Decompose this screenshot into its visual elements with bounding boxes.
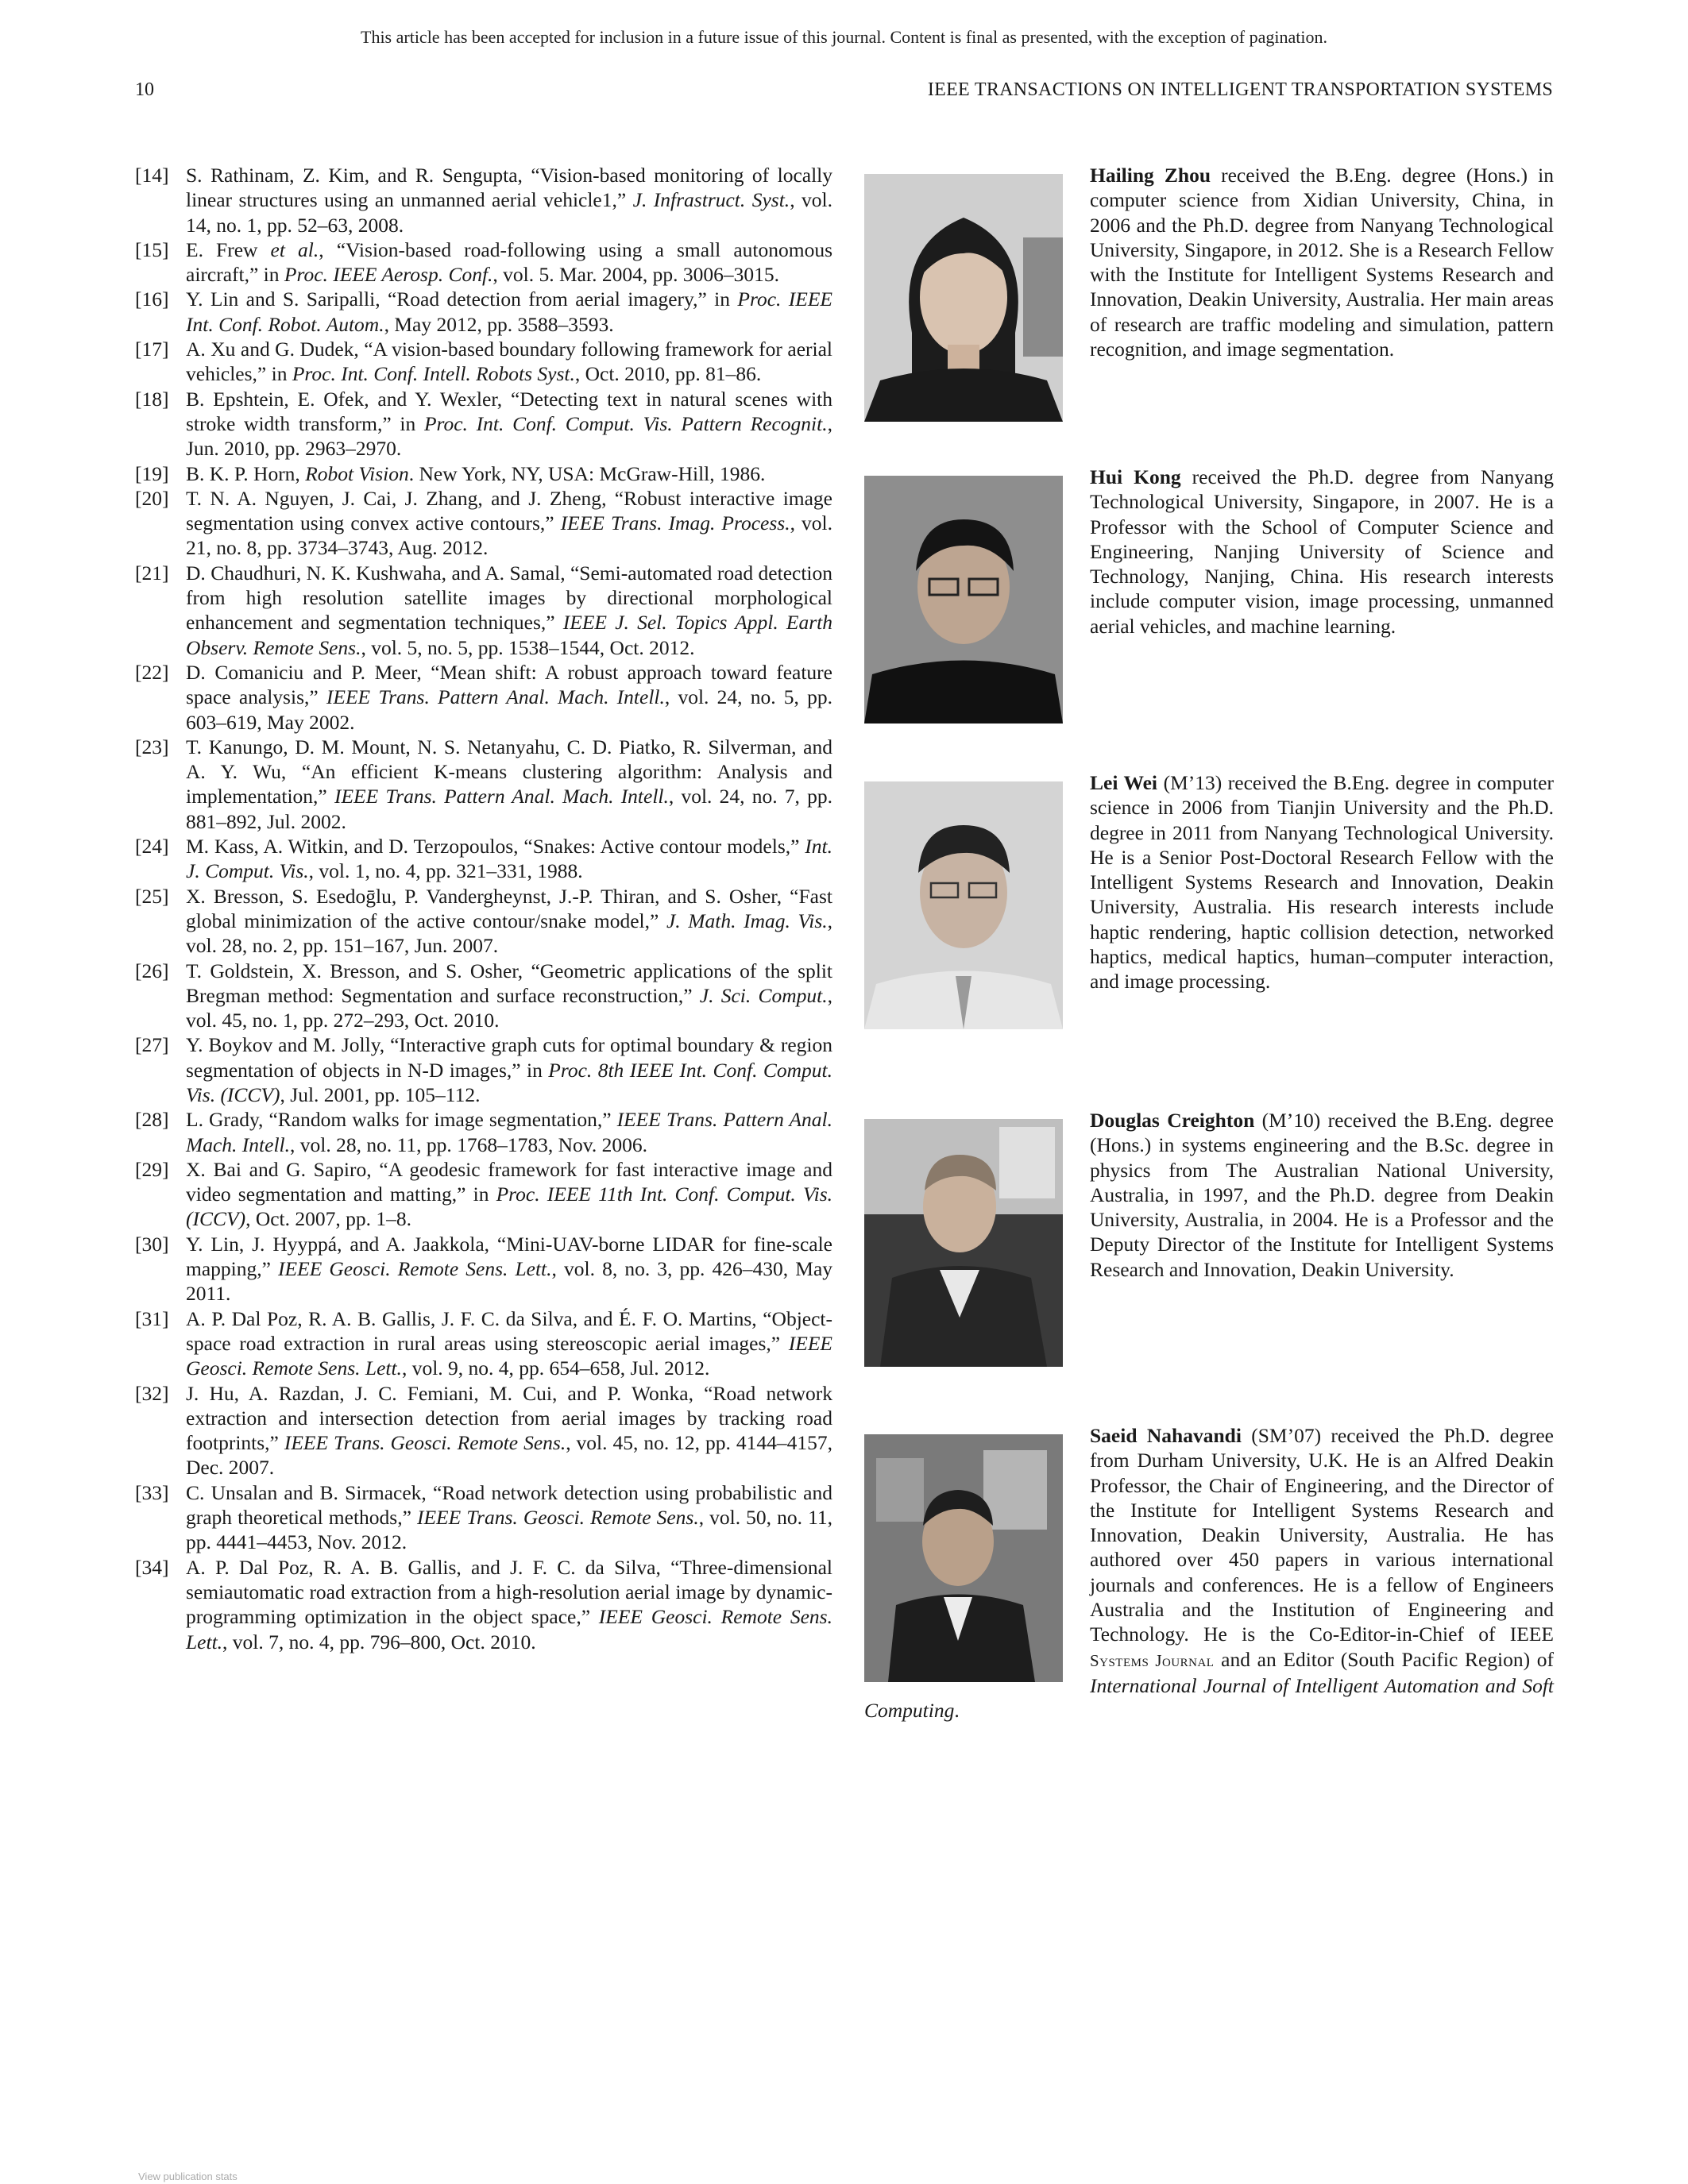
reference-venue: Proc. Int. Conf. Comput. Vis. Pattern Recognit. bbox=[423, 411, 828, 435]
publication-stats-link[interactable]: View publication stats bbox=[138, 2170, 238, 2182]
reference-item bbox=[135, 1107, 832, 1157]
reference-item bbox=[135, 337, 832, 387]
reference-number: [21] bbox=[135, 561, 169, 585]
reference-text: , May 2012, pp. 3588–3593. bbox=[384, 312, 614, 336]
reference-venue: Proc. 8th IEEE Int. Conf. Comput. Vis. (ICCV) bbox=[186, 1058, 832, 1106]
reference-number: [31] bbox=[135, 1306, 169, 1330]
reference-number: [17] bbox=[135, 338, 169, 361]
reference-venue: IEEE Trans. Pattern Anal. Mach. Intell. bbox=[326, 685, 665, 709]
reference-text: , vol. 7, no. 4, pp. 796–800, Oct. 2010. bbox=[222, 1630, 536, 1653]
author-name: Douglas Creighton bbox=[1090, 1109, 1255, 1132]
reference-text: X. Bai and G. Sapiro, “A geodesic framework for fast interactive image and video segmentation and matting,” in bbox=[186, 1157, 832, 1206]
references-list bbox=[135, 163, 832, 1654]
reference-text: M. Kass, A. Witkin, and D. Terzopoulos, “Snakes: Active contour models,” bbox=[186, 835, 805, 859]
reference-text: , Jun. 2010, pp. 2963–2970. bbox=[186, 411, 832, 461]
reference-venue: IEEE Geosci. Remote Sens. Lett. bbox=[186, 1605, 832, 1653]
reference-venue: J. Infrastruct. Syst. bbox=[632, 188, 790, 212]
reference-item bbox=[135, 1032, 832, 1107]
reference-item bbox=[135, 1555, 832, 1654]
reference-text: , vol. 28, no. 11, pp. 1768–1783, Nov. 2006. bbox=[290, 1133, 648, 1156]
reference-text: , “Vision-based road-following using a small autonomous aircraft,” in bbox=[186, 237, 832, 287]
reference-text: C. Unsalan and B. Sirmacek, “Road network detection using probabilistic and graph theoretical methods,” bbox=[186, 1480, 832, 1530]
reference-text: E. Frew bbox=[186, 237, 271, 261]
reference-text: Y. Lin and S. Saripalli, “Road detection from aerial imagery,” in bbox=[186, 287, 738, 311]
bio-hui-kong bbox=[864, 465, 1554, 727]
reference-text: T. Goldstein, X. Bresson, and S. Osher, “Geometric applications of the split Bregman method: Segmentation and surface reconstruction,” bbox=[186, 959, 832, 1007]
author-name: Lei Wei bbox=[1090, 771, 1158, 794]
reference-text: , vol. 5. Mar. 2004, pp. 3006–3015. bbox=[492, 263, 779, 287]
reference-item bbox=[135, 163, 832, 237]
reference-number: [15] bbox=[135, 237, 169, 261]
reference-number: [20] bbox=[135, 486, 169, 510]
reference-number: [28] bbox=[135, 1108, 169, 1132]
bio-text: received the B.Eng. degree (Hons.) in computer science from Xidian University, China, in 2006 and the Ph.D. degree from Nanyang Technological University, Singapore, in 2012. She is a Research Fellow with the Institute for Intelligent Systems Research and Innovation, Deakin University, Australia. Her main areas of research are traffic modeling and simulation, pattern recognition, and image segmentation. bbox=[1090, 164, 1554, 361]
reference-text: X. Bresson, S. Esedoḡlu, P. Vandergheynst, J.-P. Thiran, and S. Osher, “Fast global minimization of the active contour/snake model,” bbox=[186, 884, 832, 932]
reference-item bbox=[135, 834, 832, 884]
reference-number: [18] bbox=[135, 387, 169, 411]
reference-item bbox=[135, 1480, 832, 1555]
reference-number: [25] bbox=[135, 884, 169, 908]
reference-number: [33] bbox=[135, 1480, 169, 1504]
reference-item bbox=[135, 287, 832, 337]
bio-text: (M’10) received the B.Eng. degree (Hons.) in systems engineering and the B.Sc. degree in physics from The Australian National University, Australia, in 1997, and the Ph.D. degree from Deakin University, Australia, in 2004. He is a Professor and the Deputy Director of the Institute for Intelligent Systems Research and Innovation, Deakin University. bbox=[1090, 1109, 1554, 1281]
reference-text: Y. Lin, J. Hyyppá, and A. Jaakkola, “Mini-UAV-borne LIDAR for fine-scale mapping,” bbox=[186, 1232, 832, 1281]
reference-venue: IEEE Geosci. Remote Sens. Lett. bbox=[186, 1331, 832, 1380]
reference-number: [24] bbox=[135, 835, 169, 859]
reference-venue: et al. bbox=[270, 237, 319, 261]
reference-text: , vol. 5, no. 5, pp. 1538–1544, Oct. 2012. bbox=[361, 635, 695, 659]
author-name: Hailing Zhou bbox=[1090, 164, 1211, 187]
reference-text: A. P. Dal Poz, R. A. B. Gallis, and J. F. C. da Silva, “Three-dimensional semiautomatic road extraction from a high-resolution aerial image by dynamic-programming optimization in the object space,” bbox=[186, 1555, 832, 1629]
reference-item bbox=[135, 959, 832, 1033]
reference-text: Y. Boykov and M. Jolly, “Interactive graph cuts for optimal boundary & region segmentation of objects in N-D images,” in bbox=[186, 1033, 832, 1082]
reference-text: , Oct. 2010, pp. 81–86. bbox=[574, 362, 762, 386]
author-name: Hui Kong bbox=[1090, 465, 1181, 488]
reference-venue: J. Math. Imag. Vis. bbox=[666, 909, 828, 932]
author-photo-kong bbox=[864, 476, 1063, 723]
reference-number: [22] bbox=[135, 660, 169, 684]
author-name: Saeid Nahavandi bbox=[1090, 1424, 1242, 1447]
reference-item bbox=[135, 461, 832, 486]
reference-text: B. Epshtein, E. Ofek, and Y. Wexler, “Detecting text in natural scenes with stroke width transform,” in bbox=[186, 387, 832, 435]
reference-number: [29] bbox=[135, 1157, 169, 1181]
reference-number: [19] bbox=[135, 461, 169, 485]
reference-text: L. Grady, “Random walks for image segmentation,” bbox=[186, 1108, 617, 1132]
reference-item bbox=[135, 884, 832, 959]
journal-name-italic: International Journal of Intelligent Automation and Soft Computing bbox=[864, 1673, 1554, 1723]
reference-text: , vol. 28, no. 2, pp. 151–167, Jun. 2007. bbox=[186, 909, 832, 958]
reference-text: , vol. 45, no. 1, pp. 272–293, Oct. 2010. bbox=[186, 983, 832, 1032]
reference-venue: IEEE Trans. Geosci. Remote Sens. bbox=[416, 1506, 699, 1530]
reference-item bbox=[135, 486, 832, 561]
reference-venue: Robot Vision bbox=[305, 461, 409, 485]
reference-item bbox=[135, 1157, 832, 1232]
author-photo-wei bbox=[864, 781, 1063, 1029]
reference-number: [26] bbox=[135, 959, 169, 982]
page-number: 10 bbox=[135, 79, 154, 100]
reference-item bbox=[135, 660, 832, 735]
author-photo-creighton bbox=[864, 1119, 1063, 1367]
reference-text: , vol. 50, no. 11, pp. 4441–4453, Nov. 2012. bbox=[186, 1506, 832, 1554]
reference-number: [23] bbox=[135, 735, 169, 758]
reference-text: , vol. 21, no. 8, pp. 3734–3743, Aug. 2012. bbox=[186, 511, 832, 560]
bio-text: (SM’07) received the Ph.D. degree from Durham University, U.K. He is an Alfred Deakin Professor, the Chair of Engineering, and the Director of the Institute for Intelligent Systems Research and Innovation, Deakin University, Australia. He has authored over 450 papers in various international journals and conferences. He is a fellow of Engineers Australia and the Institution of Engineering and Technology. He is the Co-Editor-in-Chief of IEEE bbox=[1090, 1424, 1554, 1646]
reference-number: [14] bbox=[135, 164, 169, 187]
reference-text: S. Rathinam, Z. Kim, and R. Sengupta, “Vision-based monitoring of locally linear structures using an unmanned aerial vehicle1,” bbox=[186, 164, 832, 212]
reference-venue: J. Sci. Comput. bbox=[699, 983, 828, 1007]
reference-venue: IEEE Trans. Pattern Anal. Mach. Intell. bbox=[334, 785, 669, 808]
reference-text: T. N. A. Nguyen, J. Cai, J. Zhang, and J. Zheng, “Robust interactive image segmentation using convex active contours,” bbox=[186, 486, 832, 535]
reference-text: , vol. 24, no. 5, pp. 603–619, May 2002. bbox=[186, 685, 832, 734]
reference-text: . New York, NY, USA: McGraw-Hill, 1986. bbox=[408, 461, 766, 485]
reference-text: J. Hu, A. Razdan, J. C. Femiani, M. Cui, and P. Wonka, “Road network extraction and intersection detection from aerial images by tracking road footprints,” bbox=[186, 1381, 832, 1455]
reference-item bbox=[135, 1232, 832, 1306]
bio-douglas-creighton bbox=[864, 1108, 1554, 1370]
reference-venue: Int. J. Comput. Vis. bbox=[186, 835, 832, 883]
reference-text: B. K. P. Horn, bbox=[186, 461, 306, 485]
journal-title: IEEE TRANSACTIONS ON INTELLIGENT TRANSPORTATION SYSTEMS bbox=[927, 79, 1553, 100]
reference-text: , Oct. 2007, pp. 1–8. bbox=[245, 1207, 412, 1231]
reference-text: A. P. Dal Poz, R. A. B. Gallis, J. F. C. da Silva, and É. F. O. Martins, “Object-space road extraction in rural areas using stereoscopic aerial images,” bbox=[186, 1306, 832, 1355]
reference-venue: IEEE Trans. Pattern Anal. Mach. Intell. bbox=[186, 1108, 832, 1156]
reference-venue: Proc. Int. Conf. Intell. Robots Syst. bbox=[292, 362, 575, 386]
bio-lei-wei bbox=[864, 770, 1554, 1032]
bio-text: received the Ph.D. degree from Nanyang Technological University, Singapore, in 2007. He is a Professor with the School of Computer Science and Engineering, Nanjing University of Science and Technology, Nanjing, China. His research interests include computer vision, image processing, unmanned aerial vehicles, and machine learning. bbox=[1090, 465, 1554, 638]
reference-venue: IEEE Geosci. Remote Sens. Lett. bbox=[278, 1257, 552, 1281]
acceptance-notice: This article has been accepted for inclusion in a future issue of this journal. Content is final as presented, with the exception of pagination. bbox=[361, 27, 1327, 47]
bio-hailing-zhou bbox=[864, 163, 1554, 425]
reference-text: , vol. 1, no. 4, pp. 321–331, 1988. bbox=[308, 859, 583, 883]
bio-text-end: . bbox=[954, 1699, 960, 1723]
reference-venue: IEEE Trans. Geosci. Remote Sens. bbox=[284, 1431, 566, 1455]
reference-item bbox=[135, 561, 832, 660]
reference-text: D. Chaudhuri, N. K. Kushwaha, and A. Samal, “Semi-automated road detection from high resolution satellite images by directional morphological enhancement and segmentation techniques,” bbox=[186, 561, 832, 635]
reference-venue: IEEE Trans. Imag. Process. bbox=[560, 511, 790, 535]
reference-number: [32] bbox=[135, 1381, 169, 1405]
reference-item bbox=[135, 1306, 832, 1381]
reference-item bbox=[135, 1381, 832, 1480]
reference-text: D. Comaniciu and P. Meer, “Mean shift: A robust approach toward feature space analysis,” bbox=[186, 660, 832, 709]
reference-venue: IEEE J. Sel. Topics Appl. Earth Observ. Remote Sens. bbox=[186, 611, 832, 659]
reference-number: [30] bbox=[135, 1232, 169, 1256]
reference-venue: Proc. IEEE 11th Int. Conf. Comput. Vis. (ICCV) bbox=[186, 1183, 833, 1231]
reference-text: , Jul. 2001, pp. 105–112. bbox=[280, 1082, 481, 1106]
reference-number: [34] bbox=[135, 1555, 169, 1579]
reference-text: , vol. 8, no. 3, pp. 426–430, May 2011. bbox=[186, 1257, 833, 1306]
reference-text: , vol. 24, no. 7, pp. 881–892, Jul. 2002. bbox=[186, 785, 832, 833]
reference-text: , vol. 45, no. 12, pp. 4144–4157, Dec. 2007. bbox=[186, 1431, 832, 1480]
author-photo-nahavandi bbox=[864, 1434, 1063, 1682]
bio-saeid-nahavandi bbox=[864, 1423, 1554, 1723]
reference-venue: Proc. IEEE Aerosp. Conf. bbox=[284, 263, 493, 287]
reference-text: , vol. 14, no. 1, pp. 52–63, 2008. bbox=[186, 188, 832, 237]
journal-name-smallcaps: Systems Journal bbox=[1090, 1650, 1215, 1670]
reference-number: [16] bbox=[135, 287, 169, 311]
bio-text-cont: and an Editor (South Pacific Region) of bbox=[1214, 1647, 1554, 1671]
reference-text: A. Xu and G. Dudek, “A vision-based boundary following framework for aerial vehicles,” in bbox=[186, 338, 832, 386]
reference-item bbox=[135, 237, 832, 287]
reference-text: , vol. 9, no. 4, pp. 654–658, Jul. 2012. bbox=[401, 1356, 710, 1380]
reference-item bbox=[135, 387, 832, 461]
reference-item bbox=[135, 735, 832, 834]
reference-text: T. Kanungo, D. M. Mount, N. S. Netanyahu, C. D. Piatko, R. Silverman, and A. Y. Wu, “An efficient K-means clustering algorithm: Analysis and implementation,” bbox=[186, 735, 832, 808]
bio-text: (M’13) received the B.Eng. degree in computer science in 2006 from Tianjin University and the Ph.D. degree in 2011 from Nanyang Technological University. He is a Senior Post-Doctoral Research Fellow with the Intelligent Systems Research and Innovation, Deakin University, Australia. His research interests include haptic rendering, haptic collision detection, networked haptics, medical haptics, human–computer interaction, and image processing. bbox=[1090, 771, 1554, 994]
author-photo-zhou bbox=[864, 174, 1063, 422]
reference-number: [27] bbox=[135, 1033, 169, 1057]
reference-venue: Proc. IEEE Int. Conf. Robot. Autom. bbox=[186, 287, 832, 336]
